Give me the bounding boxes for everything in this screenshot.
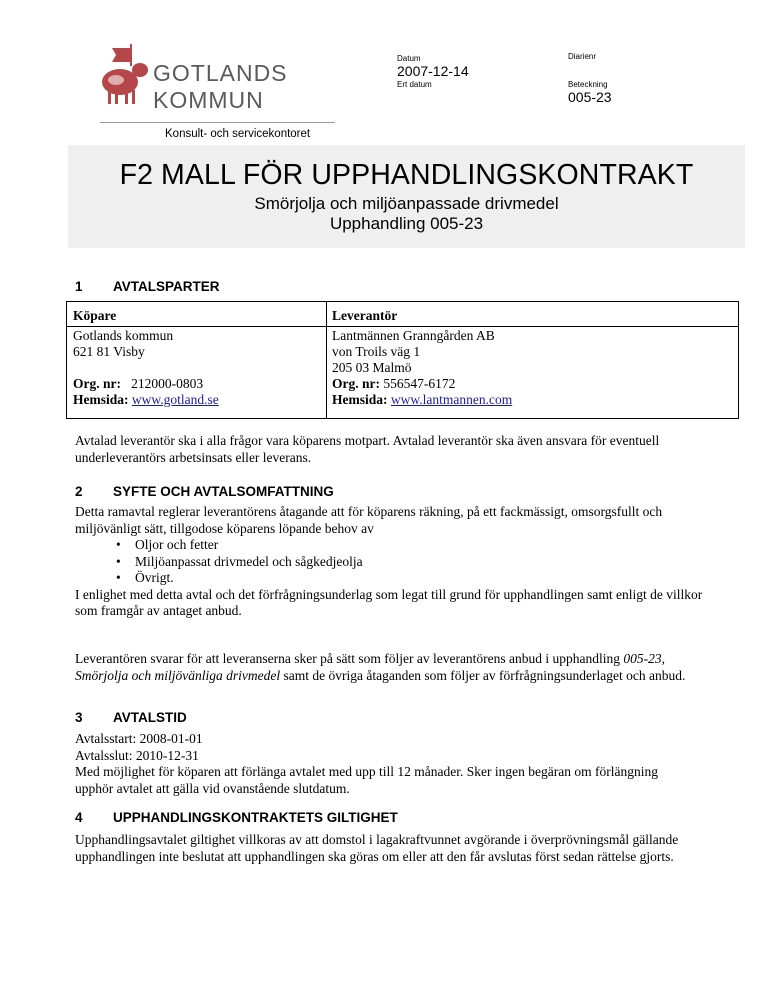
section-3-heading xyxy=(75,710,187,725)
datum-value: 2007-12-14 xyxy=(397,63,469,79)
beteckning-label: Beteckning xyxy=(568,80,608,89)
paragraph-text: Upphandlingsavtalet giltighet villkoras av att domstol i lagakraftvunnet avgörande i överprövningsmål gällande upphandlingen inte beslutat att upphandlingen ska göras om eller att den får avslutas först sedan rättelse gjorts. xyxy=(75,832,679,864)
buyer-website-link[interactable]: www.gotland.se xyxy=(131,392,219,407)
buyer-address: 621 81 Visby xyxy=(73,344,145,359)
supplier-name: Lantmännen Granngården AB xyxy=(332,328,495,343)
svg-text:KOMMUN: KOMMUN xyxy=(153,87,264,113)
contract-period-paragraph xyxy=(75,731,695,797)
procurement-title-italic: 005-23, Smörjolja och miljövänliga drivmedel xyxy=(75,651,666,683)
header-rule xyxy=(100,122,335,123)
paragraph-text: Avtalad leverantör ska i alla frågor vara köparens motpart. Avtalad leverantör ska även ansvara för eventuell underleverantörs arbetsinsats eller leverans. xyxy=(75,433,660,465)
section-title: AVTALSTID xyxy=(113,710,187,725)
diarienr-label: Diarienr xyxy=(568,52,597,61)
scope-intro: Detta ramavtal reglerar leverantörens åtagande att för köparens räkning, på ett fackmässigt, omsorgsfullt och miljövänligt sätt, tillgodose köparens löpande behov av xyxy=(75,504,663,536)
scope-list xyxy=(75,537,715,587)
section-title: UPPHANDLINGSKONTRAKTETS GILTIGHET xyxy=(113,810,398,825)
section-2-heading xyxy=(75,484,334,499)
buyer-name: Gotlands kommun xyxy=(73,328,174,343)
scope-paragraph xyxy=(75,504,715,620)
org-label: Org. nr: xyxy=(332,376,380,391)
buyer-website xyxy=(73,392,219,408)
buyer-column xyxy=(73,308,219,408)
org-label: Org. nr: xyxy=(73,376,121,391)
web-label: Hemsida: xyxy=(73,392,129,407)
datum-label: Datum xyxy=(397,54,421,63)
party-table xyxy=(66,301,739,419)
delivery-text-a: Leverantören svarar för att leveranserna sker på sätt som följer av leverantörens anbud i upphandling xyxy=(75,651,624,666)
org-value: 556547-6172 xyxy=(383,376,456,391)
svg-text:GOTLANDS: GOTLANDS xyxy=(153,60,288,86)
delivery-text-b: samt de övriga åtaganden som följer av förfrågningsunderlaget och anbud. xyxy=(280,667,686,683)
list-item: • Oljor och fetter xyxy=(75,537,715,554)
contract-end: Avtalsslut: 2010-12-31 xyxy=(75,747,199,763)
table-divider xyxy=(326,302,327,418)
supplier-street: von Troils väg 1 xyxy=(332,344,421,359)
department-name: Konsult- och servicekontoret xyxy=(165,128,311,140)
procurement-reference: Upphandling 005-23 xyxy=(329,214,484,233)
beteckning-value: 005-23 xyxy=(568,89,612,105)
supplier-column xyxy=(332,308,512,408)
scope-conditions: I enlighet med detta avtal och det förfrågningsunderlag som legat till grund för upphandlingen samt enligt de villkor som framgår av antaget anbud. xyxy=(75,586,703,618)
validity-paragraph xyxy=(75,832,705,865)
party-responsibility-paragraph xyxy=(75,433,695,466)
section-4-heading xyxy=(75,810,398,825)
document-title: F2 MALL FÖR UPPHANDLINGSKONTRAKT xyxy=(119,159,694,191)
supplier-city: 205 03 Malmö xyxy=(332,360,412,375)
web-label: Hemsida: xyxy=(332,392,388,407)
section-number: 3 xyxy=(75,710,83,725)
ert-datum-label: Ert datum xyxy=(397,80,432,89)
section-1-heading xyxy=(75,279,220,294)
section-number: 4 xyxy=(75,810,83,825)
extension-note: Med möjlighet för köparen att förlänga avtalet med upp till 12 månader. Sker ingen begäran om förlängning upphör avtalet att gälla vid ovanstående slutdatum. xyxy=(75,764,658,796)
org-value: 212000-0803 xyxy=(131,376,204,391)
supplier-org-nr xyxy=(332,376,512,392)
section-title: AVTALSPARTER xyxy=(113,279,220,294)
supplier-website xyxy=(332,392,512,408)
buyer-header: Köpare xyxy=(73,308,117,323)
contract-start: Avtalsstart: 2008-01-01 xyxy=(75,731,203,746)
document-subtitle: Smörjolja och miljöanpassade drivmedel xyxy=(254,194,559,213)
section-title: SYFTE OCH AVTALSOMFATTNING xyxy=(113,484,334,499)
title-band xyxy=(68,145,745,248)
section-number: 1 xyxy=(75,279,83,294)
list-item: • Övrigt. xyxy=(75,570,715,587)
list-item: • Miljöanpassat drivmedel och sågkedjeolja xyxy=(75,554,715,571)
delivery-paragraph xyxy=(75,651,710,684)
supplier-website-link[interactable]: www.lantmannen.com xyxy=(390,392,513,407)
buyer-org-nr xyxy=(73,376,219,392)
gotlands-kommun-logo xyxy=(100,42,300,122)
ram-emblem-icon xyxy=(100,42,300,122)
supplier-header: Leverantör xyxy=(332,308,398,323)
section-number: 2 xyxy=(75,484,83,499)
